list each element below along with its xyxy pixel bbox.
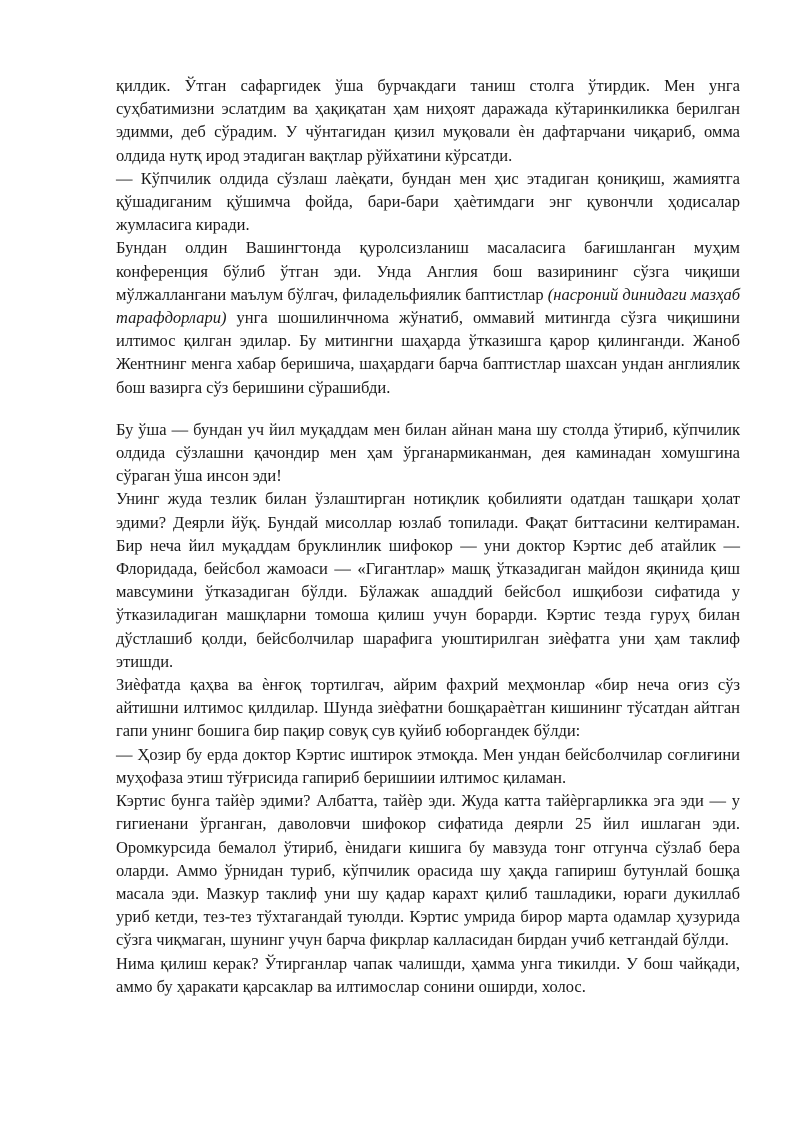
paragraph-4: Бу ўша — бундан уч йил муқаддам мен билан айнан мана шу столда ўтириб, кўпчилик олдида сўзлашни қачондир мен ҳам ўрганармиканман, дея каминадан хомушгина сўраган ўша инсон эди! [116, 419, 740, 486]
paragraph-9: Нима қилиш керак? Ўтирганлар чапак чалишди, ҳамма унга тикилди. У бош чайқади, аммо бу ҳаракати қарсаклар ва илтимослар сонини оширди, холос. [116, 953, 740, 996]
document-page [116, 74, 740, 998]
paragraph-8: Кэртис бунга тайѐр эдими? Албатта, тайѐр эди. Жуда катта тайѐргарликка эга эди — у гигиенани ўрганган, даволовчи шифокор сифатида деярли 25 йил ишлаган эди. Оромкурсида бемалол ўтириб, ѐнидаги кишига бу мавзуда тонг отгунча сўзлаб бера оларди. Аммо ўрнидан туриб, кўпчилик орасида шу ҳақда гапириш бутунлай бошқа масала эди. Мазкур таклиф уни шу қадар карахт қилиб ташладики, юраги дукиллаб уриб кетди, тез-тез тўхтагандай туюлди. Кэртис умрида бирор марта одамлар ҳузурида сўзга чиқмаган, шунинг учун барча фикрлар калласидан бирдан учиб кетгандай бўлди. [116, 791, 740, 950]
paragraph-3-text-end: унга шошилинчнома жўнатиб, оммавий митингда сўзга чиқишини илтимос қилган эдилар. Бу митингни шаҳарда ўтказишга қарор қилинганди. Жаноб Жентнинг менга хабар беришича, шаҳардаги барча баптистлар шахсан ундан англиялик бош вазирга сўз беришини сўрашибди. [116, 308, 740, 397]
paragraph-3 [116, 236, 740, 398]
paragraph-2: — Кўпчилик олдида сўзлаш лаѐқати, бундан мен ҳис этадиган қониқиш, жамиятга қўшадиганим қўшимча фойда, бари-бари ҳаѐтимдаги энг қувончли ҳодисалар жумласига киради. [116, 168, 740, 235]
paragraph-3-text-start: Бундан олдин Вашингтонда қуролсизланиш масаласига бағишланган муҳим конференция бўлиб ўтган эди. Унда Англия бош вазирининг сўзга чиқиши мўлжаллангани маълум бўлгач, филадельфиялик баптистлар [116, 238, 740, 304]
paragraph-7: — Ҳозир бу ерда доктор Кэртис иштирок этмоқда. Мен ундан бейсболчилар соғлиғини муҳофаза этиш тўғрисида гапириб беришиии илтимос қиламан. [116, 744, 740, 787]
paragraph-6: Зиѐфатда қаҳва ва ѐнғоқ тортилгач, айрим фахрий меҳмонлар «бир неча оғиз сўз айтишни илтимос қилдилар. Шунда зиѐфатни бошқараѐтган кишининг тўсатдан айтган гапи унинг бошига бир пақир совуқ сув қуйиб юборгандек бўлди: [116, 675, 740, 741]
paragraph-1: қилдик. Ўтган сафаргидек ўша бурчакдаги таниш столга ўтирдик. Мен унга суҳбатимизни эслатдим ва ҳақиқатан ҳам ниҳоят даражада кўтаринкиликка берилган эдимми, деб сўрадим. У чўнтагидан қизил муқовали ѐн дафтарчани чиқариб, омма олдида нутқ ирод этадиган вақтлар рўйхатини кўрсатди. [116, 76, 740, 165]
paragraph-3-italic-note: (насроний динидаги мазҳаб тарафдорлари) [116, 284, 740, 328]
paragraph-5: Унинг жуда тезлик билан ўзлаштирган нотиқлик қобилияти одатдан ташқари ҳолат эдими? Деярли йўқ. Бундай мисоллар юзлаб топилади. Фақат биттасини келтираман. Бир неча йил муқаддам бруклинлик шифокор — уни доктор Кэртис деб атайлик — Флоридада, бейсбол жамоаси — «Гигантлар» машқ ўтказадиган майдон яқинида қиш мавсумини ўтказадиган бўлди. Бўлажак ашаддий бейсбол ишқибози сифатида у ўтказиладиган машқларни томоша қилиш учун борарди. Кэртис тезда гуруҳ билан дўстлашиб қолди, бейсболчилар шарафига уюштирилган зиѐфатга уни ҳам таклиф этишди. [116, 489, 740, 671]
